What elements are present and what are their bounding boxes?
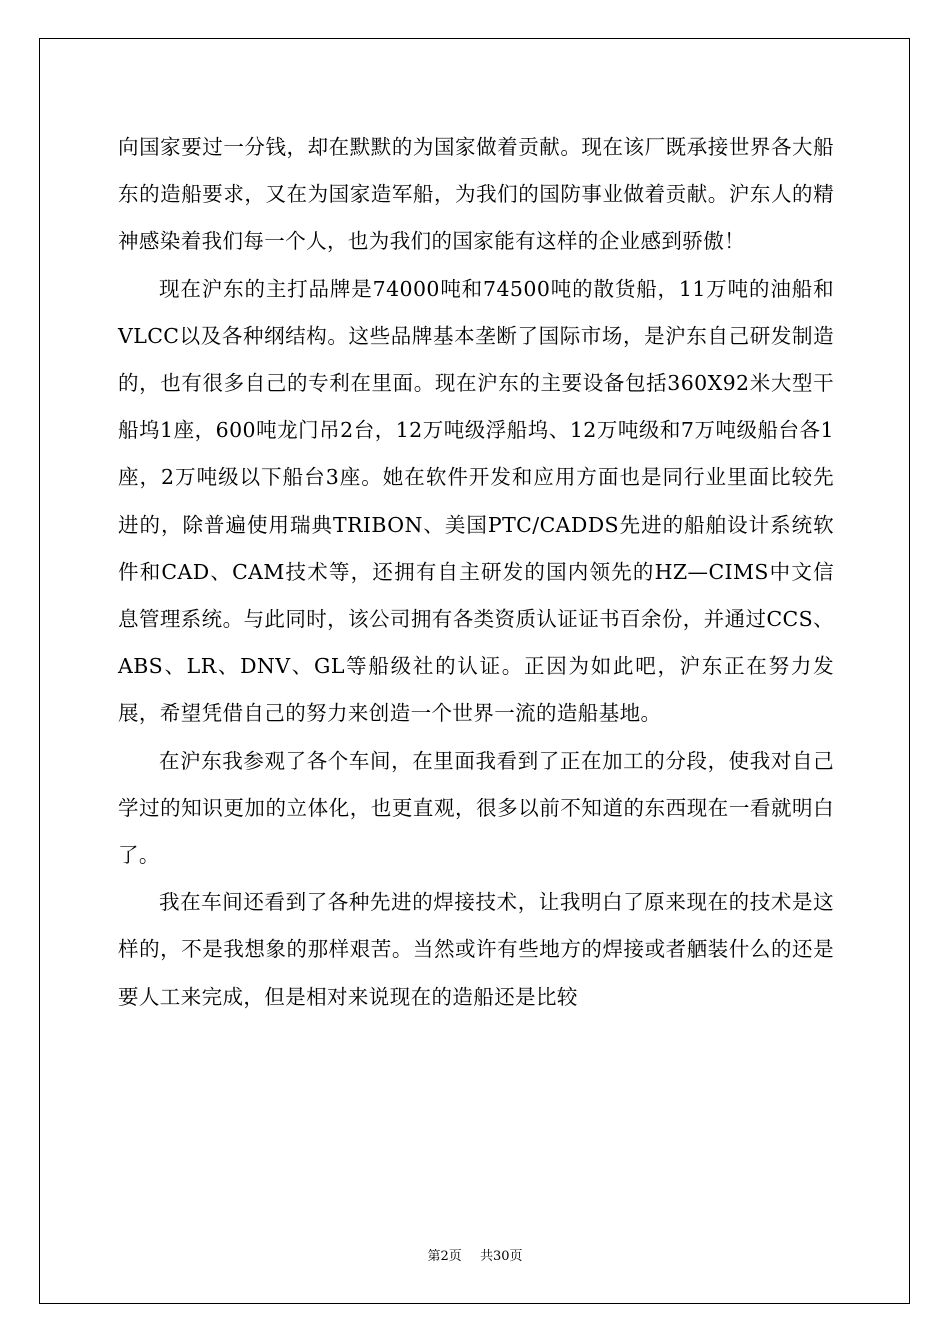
page-footer <box>0 1247 950 1267</box>
paragraph-1: 向国家要过一分钱，却在默默的为国家做着贡献。现在该厂既承接世界各大船东的造船要求，又在为国家造军船，为我们的国防事业做着贡献。沪东人的精神感染着我们每一个人，也为我们的国家能有这样的企业感到骄傲！ <box>118 135 834 254</box>
paragraph-2: 现在沪东的主打品牌是74000吨和74500吨的散货船，11万吨的油船和VLCC以及各种纲结构。这些品牌基本垄断了国际市场，是沪东自己研发制造的，也有很多自己的专利在里面。现在沪东的主要设备包括360X92米大型干船坞1座，600吨龙门吊2台，12万吨级浮船坞、12万吨级和7万吨级船台各1座，2万吨级以下船台3座。她在软件开发和应用方面也是同行业里面比较先进的，除普遍使用瑞典TRIBON、美国PTC/CADDS先进的船舶设计系统软件和CAD、CAM技术等，还拥有自主研发的国内领先的HZ—CIMS中文信息管理系统。与此同时，该公司拥有各类资质认证证书百余份，并通过CCS、ABS、LR、DNV、GL等船级社的认证。正因为如此吧，沪东正在努力发展，希望凭借自己的努力来创造一个世界一流的造船基地。 <box>118 276 834 726</box>
page-number: 第2页 <box>427 1249 462 1264</box>
page-total: 共30页 <box>479 1249 523 1264</box>
document-body <box>118 124 834 1021</box>
paragraph-3: 在沪东我参观了各个车间，在里面我看到了正在加工的分段，使我对自己学过的知识更加的立体化，也更直观，很多以前不知道的东西现在一看就明白了。 <box>118 748 834 868</box>
paragraph-4: 我在车间还看到了各种先进的焊接技术，让我明白了原来现在的技术是这样的，不是我想象的那样艰苦。当然或许有些地方的焊接或者舾装什么的还是要人工来完成，但是相对来说现在的造船还是比较 <box>118 890 834 1009</box>
